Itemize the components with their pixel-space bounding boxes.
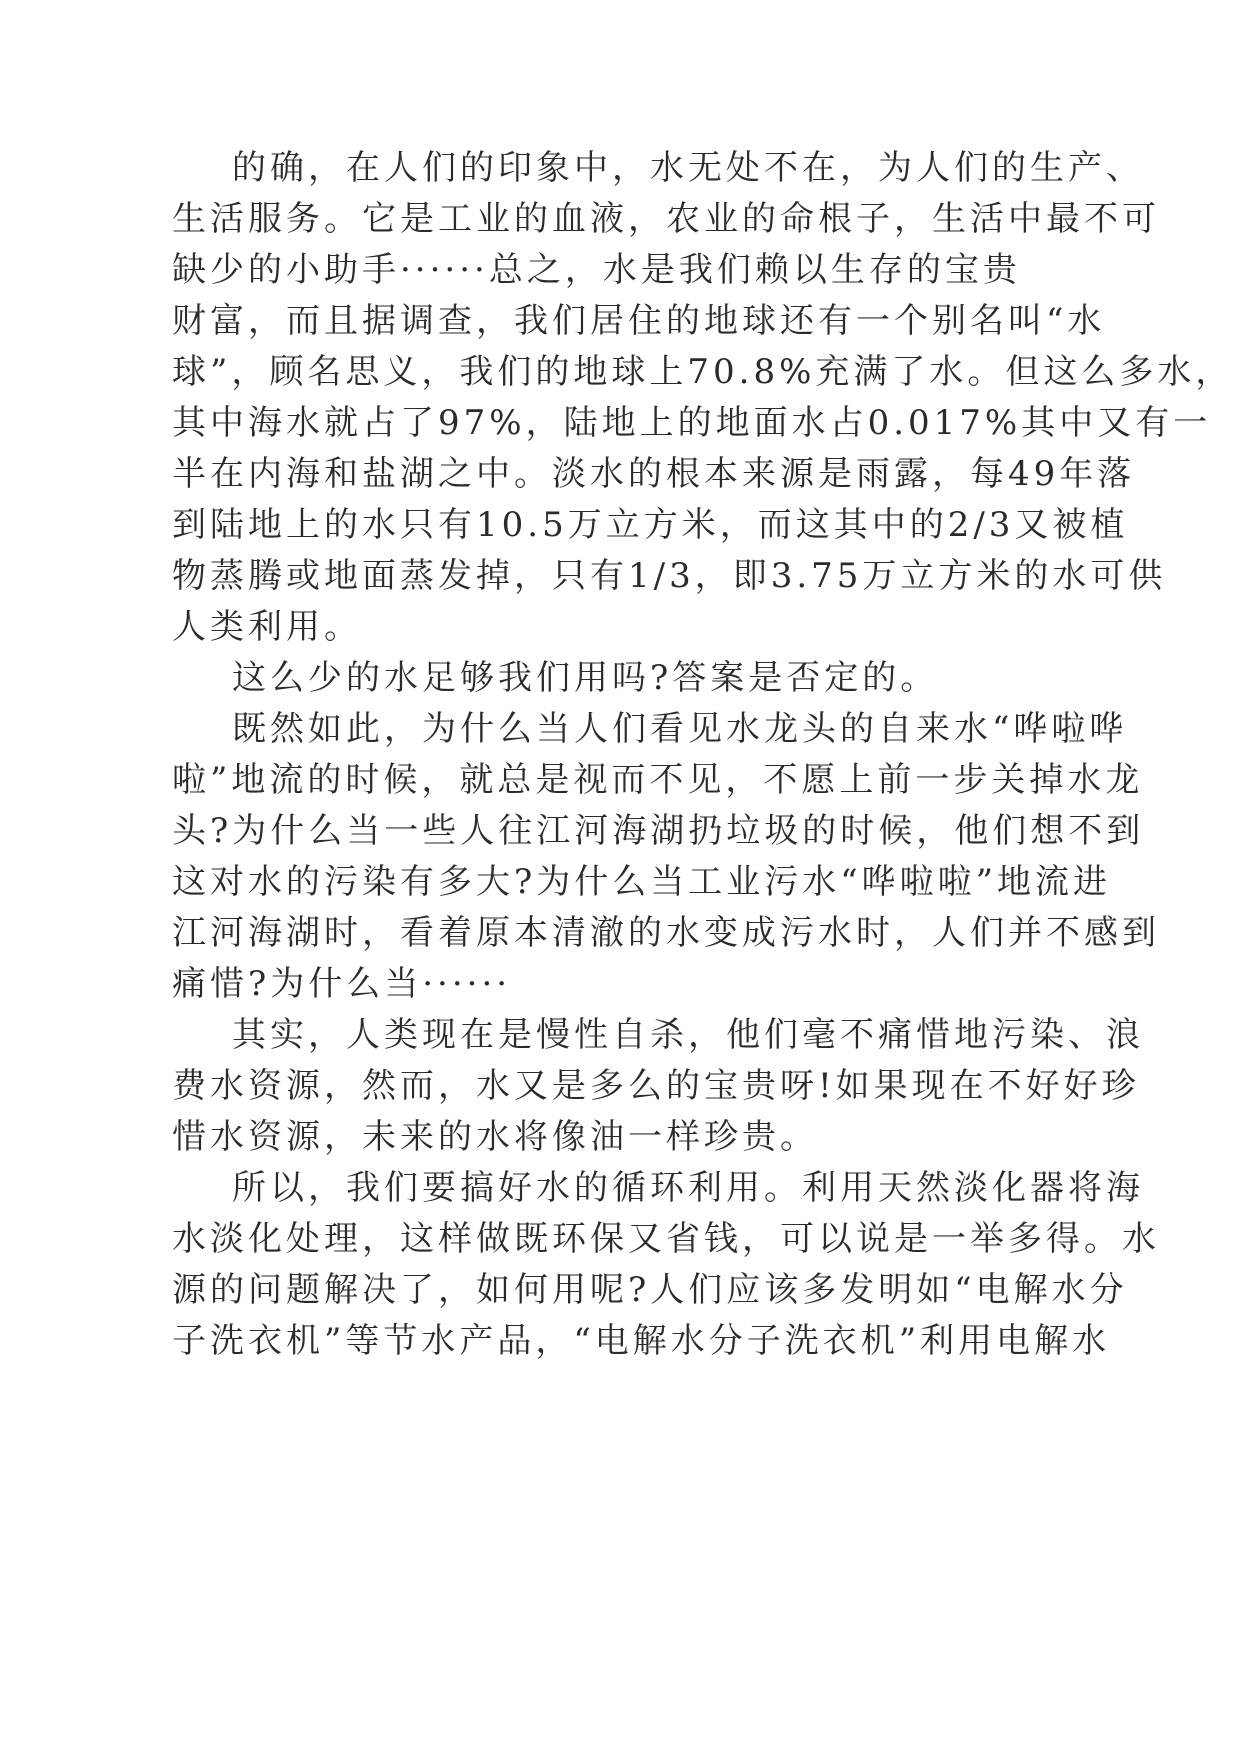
text-line: 痛惜?为什么当······	[172, 964, 512, 1004]
text-line: 这对水的污染有多大?为什么当工业污水“哗啦啦”地流进	[172, 862, 1111, 902]
text-line: 既然如此，为什么当人们看见水龙头的自来水“哗啦哗	[232, 709, 1128, 749]
text-line: 人类利用。	[172, 607, 362, 647]
text-line: 到陆地上的水只有10.5万立方米，而这其中的2/3又被植	[172, 505, 1129, 545]
text-line: 物蒸腾或地面蒸发掉，只有1/3，即3.75万立方米的水可供	[172, 556, 1167, 596]
text-line: 江河海湖时，看着原本清澈的水变成污水时，人们并不感到	[172, 913, 1160, 953]
text-line: 其中海水就占了97%，陆地上的地面水占0.017%其中又有一	[172, 403, 1212, 443]
text-line: 的确，在人们的印象中，水无处不在，为人们的生产、	[232, 148, 1144, 188]
text-line: 惜水资源，未来的水将像油一样珍贵。	[172, 1117, 818, 1157]
text-line: 水淡化处理，这样做既环保又省钱，可以说是一举多得。水	[172, 1219, 1160, 1259]
text-line: 生活服务。它是工业的血液，农业的命根子，生活中最不可	[172, 199, 1160, 239]
text-line: 头?为什么当一些人往江河海湖扔垃圾的时候，他们想不到	[172, 811, 1145, 851]
text-line: 球”，顾名思义，我们的地球上70.8%充满了水。但这么多水，	[172, 352, 1234, 392]
text-line: 半在内海和盐湖之中。淡水的根本来源是雨露，每49年落	[172, 454, 1136, 494]
text-line: 财富，而且据调查，我们居住的地球还有一个别名叫“水	[172, 301, 1106, 341]
text-line: 其实，人类现在是慢性自杀，他们毫不痛惜地污染、浪	[232, 1015, 1144, 1055]
text-line: 费水资源，然而，水又是多么的宝贵呀!如果现在不好好珍	[172, 1066, 1140, 1106]
text-line: 子洗衣机”等节水产品，“电解水分子洗衣机”利用电解水	[172, 1321, 1111, 1361]
text-line: 所以，我们要搞好水的循环利用。利用天然淡化器将海	[232, 1168, 1144, 1208]
text-line: 缺少的小助手······总之，水是我们赖以生存的宝贵	[172, 250, 1021, 290]
text-line: 这么少的水足够我们用吗?答案是否定的。	[232, 658, 939, 698]
text-line: 啦”地流的时候，就总是视而不见，不愿上前一步关掉水龙	[172, 760, 1144, 800]
text-line: 源的问题解决了，如何用呢?人们应该多发明如“电解水分	[172, 1270, 1128, 1310]
